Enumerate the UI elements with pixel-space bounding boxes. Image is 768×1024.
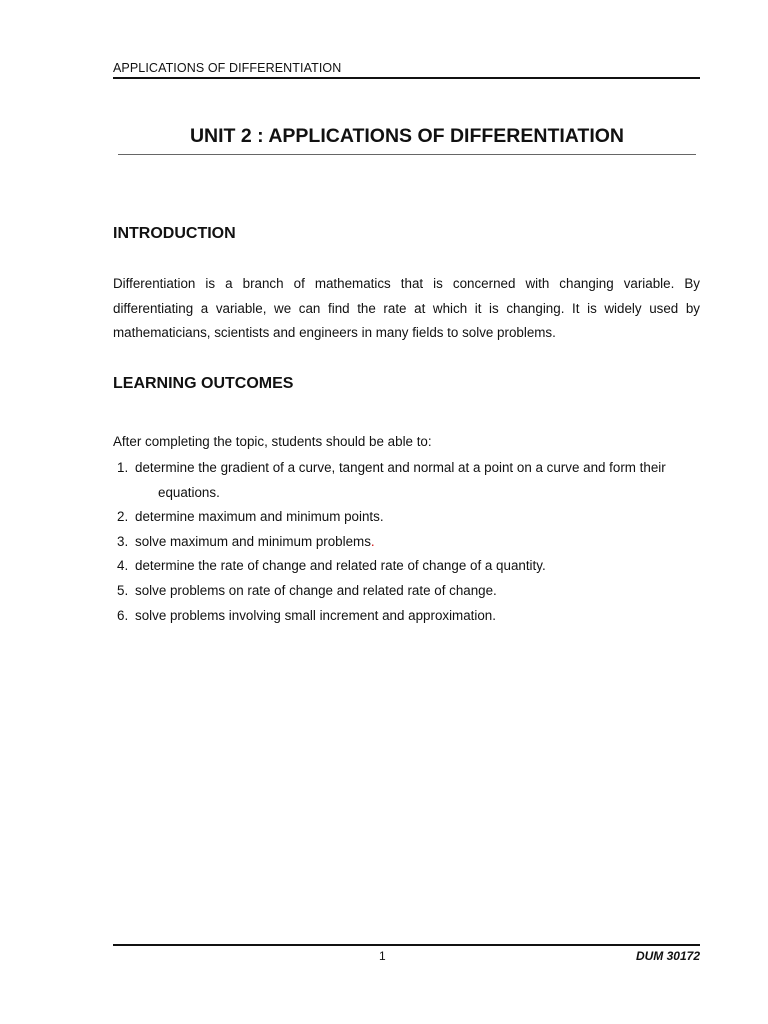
title-divider (118, 154, 696, 155)
list-item (113, 530, 700, 555)
list-item-text: determine the gradient of a curve, tangent and normal at a point on a curve and form their (135, 460, 666, 475)
learning-outcomes-list (113, 456, 700, 628)
list-item (113, 579, 700, 604)
course-code: DUM 30172 (635, 949, 700, 963)
list-item-text: solve problems involving small increment and approximation. (135, 607, 496, 623)
list-item-text: determine maximum and minimum points. (135, 509, 384, 525)
list-item (113, 456, 700, 505)
list-item-number: 4. (117, 558, 129, 574)
list-item (113, 554, 700, 579)
running-header-title: APPLICATIONS OF DIFFERENTIATION (113, 61, 342, 75)
list-item-text: solve maximum and minimum problems (135, 533, 371, 549)
header-divider (113, 77, 700, 79)
list-item-number: 6. (117, 607, 129, 623)
list-item-number: 3. (117, 533, 129, 549)
page-number: 1 (379, 949, 386, 963)
introduction-paragraph: Differentiation is a branch of mathematics that is concerned with changing variable. By differentiating a variable, we can find the rate at which it is changing. It is widely used by mathematicians, scientists and engineers in many fields to solve problems. (113, 276, 700, 341)
list-item-text: solve problems on rate of change and related rate of change. (135, 582, 497, 598)
introduction-heading: INTRODUCTION (113, 225, 236, 242)
list-item (113, 604, 700, 629)
list-item-continuation: equations. (158, 484, 220, 500)
list-item-number: 5. (117, 582, 129, 598)
list-item-number: 2. (117, 509, 129, 525)
list-item-number: 1. (117, 460, 129, 475)
list-item-suffix: . (370, 533, 375, 549)
list-item (113, 505, 700, 530)
list-item-text: determine the rate of change and related rate of change of a quantity. (135, 558, 546, 574)
learning-outcomes-heading: LEARNING OUTCOMES (113, 375, 294, 392)
learning-outcomes-lead: After completing the topic, students should be able to: (113, 434, 432, 449)
footer-divider (113, 944, 700, 946)
unit-title: UNIT 2 : APPLICATIONS OF DIFFERENTIATION (189, 125, 625, 147)
